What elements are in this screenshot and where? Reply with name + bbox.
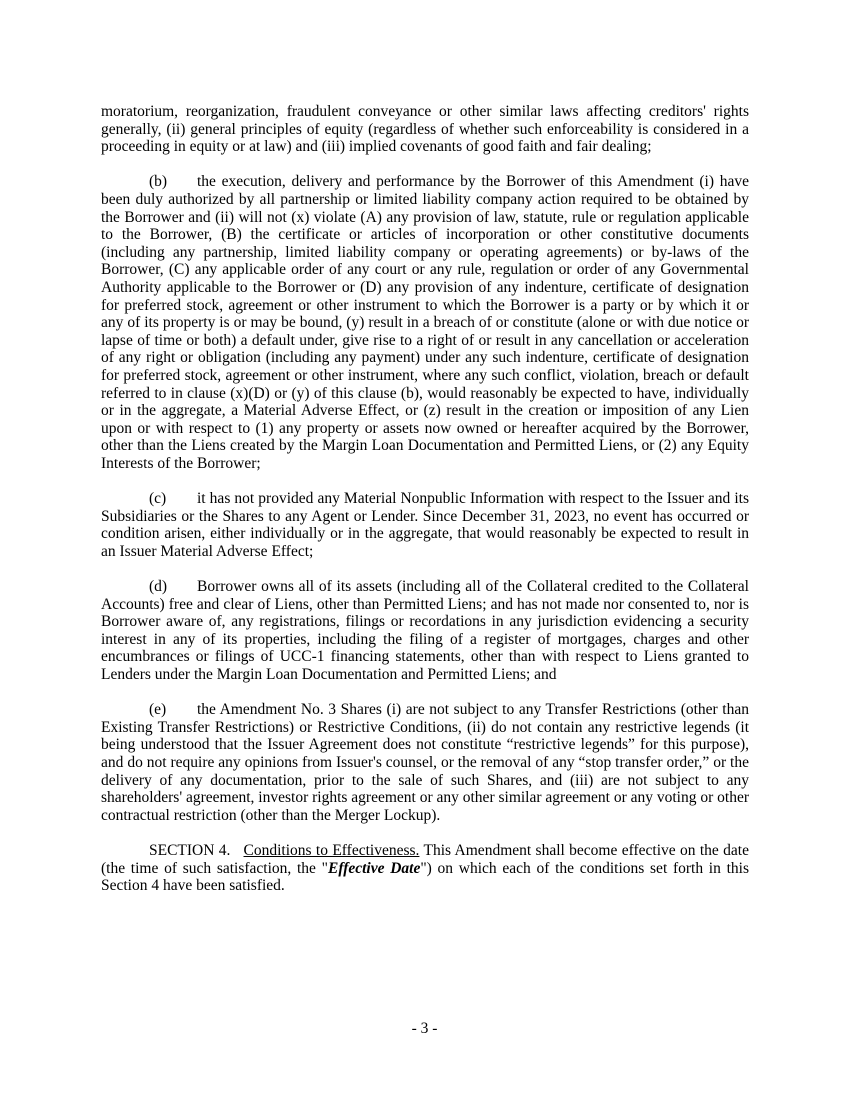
- section-4-text-1: This Amendment shall become effective on the date (the time of such satisfaction, the ": [101, 841, 749, 877]
- clause-c-label: (c): [149, 490, 167, 508]
- clause-b: [101, 173, 749, 472]
- clause-b-text: the execution, delivery and performance by the Borrower of this Amendment (i) have been duly authorized by all partnership or limited liability company action required to be obtained by the Borrower and (ii) will not (x) violate (A) any provision of law, statute, rule or regulation applicable to the Borrower, (B) the certificate or articles of incorporation or other constitutive documents (including any partnership, limited liability company or operating agreements) or by-laws of the Borrower, (C) any applicable order of any court or any rule, regulation or order of any Governmental Authority applicable to the Borrower or (D) any provision of any indenture, certificate of designation for preferred stock, agreement or other instrument to which the Borrower is a party or by which it or any of its property is or may be bound, (y) result in a breach of or constitute (alone or with due notice or lapse of time or both) a default under, give rise to a right of or result in any cancellation or acceleration of any right or obligation (including any payment) under any such indenture, certificate of designation for preferred stock, agreement or other instrument, where any such conflict, violation, breach or default referred to in clause (x)(D) or (y) of this clause (b), would reasonably be expected to have, individually or in the aggregate, a Material Adverse Effect, or (z) result in the creation or imposition of any Lien upon or with respect to (1) any property or assets now owned or hereafter acquired by the Borrower, other than the Liens created by the Margin Loan Documentation and Permitted Liens, or (2) any Equity Interests of the Borrower;: [101, 173, 749, 472]
- section-4-text-2: ") on which each of the conditions set forth in this Section 4 have been satisfied.: [101, 859, 749, 895]
- clause-c: [101, 490, 749, 560]
- clause-e-label: (e): [149, 701, 167, 719]
- paragraph-continuation: moratorium, reorganization, fraudulent conveyance or other similar laws affecting creditors' rights generally, (ii) general principles of equity (regardless of whether such enforceability is considered in a proceeding in equity or at law) and (iii) implied covenants of good faith and fair dealing;: [101, 103, 749, 156]
- clause-c-text: it has not provided any Material Nonpublic Information with respect to the Issuer and its Subsidiaries or the Shares to any Agent or Lender. Since December 31, 2023, no event has occurred or condition arisen, either individually or in the aggregate, that would reasonably be expected to result in an Issuer Material Adverse Effect;: [101, 490, 749, 560]
- section-4-label: SECTION 4.: [149, 841, 231, 859]
- section-4: [101, 842, 749, 895]
- clause-e-text: the Amendment No. 3 Shares (i) are not subject to any Transfer Restrictions (other than Existing Transfer Restrictions) or Restrictive Conditions, (ii) do not contain any restrictive legends (it being understood that the Issuer Agreement does not constitute “restrictive legends” for this purpose), and do not require any opinions from Issuer's counsel, or the removal of any “stop transfer order,” or the delivery of any documentation, prior to the sale of such Shares, and (iii) are not subject to any shareholders' agreement, investor rights agreement or any other similar agreement or any voting or other contractual restriction (other than the Merger Lockup).: [101, 701, 749, 824]
- clause-d-text: Borrower owns all of its assets (including all of the Collateral credited to the Collateral Accounts) free and clear of Liens, other than Permitted Liens; and has not made nor consented to, nor is Borrower aware of, any registrations, filings or recordations in any jurisdiction evidencing a security interest in any of its properties, including the filing of a register of mortgages, charges and other encumbrances or filings of UCC-1 financing statements, other than with respect to Liens granted to Lenders under the Margin Loan Documentation and Permitted Liens; and: [101, 578, 749, 683]
- clause-d: [101, 578, 749, 684]
- page-number: - 3 -: [411, 1020, 438, 1037]
- clause-e: [101, 701, 749, 824]
- section-4-title: Conditions to Effectiveness.: [243, 841, 420, 859]
- clause-b-label: (b): [149, 173, 168, 191]
- document-body: [101, 103, 749, 912]
- effective-date-term: Effective Date: [327, 859, 421, 877]
- clause-d-label: (d): [149, 578, 168, 596]
